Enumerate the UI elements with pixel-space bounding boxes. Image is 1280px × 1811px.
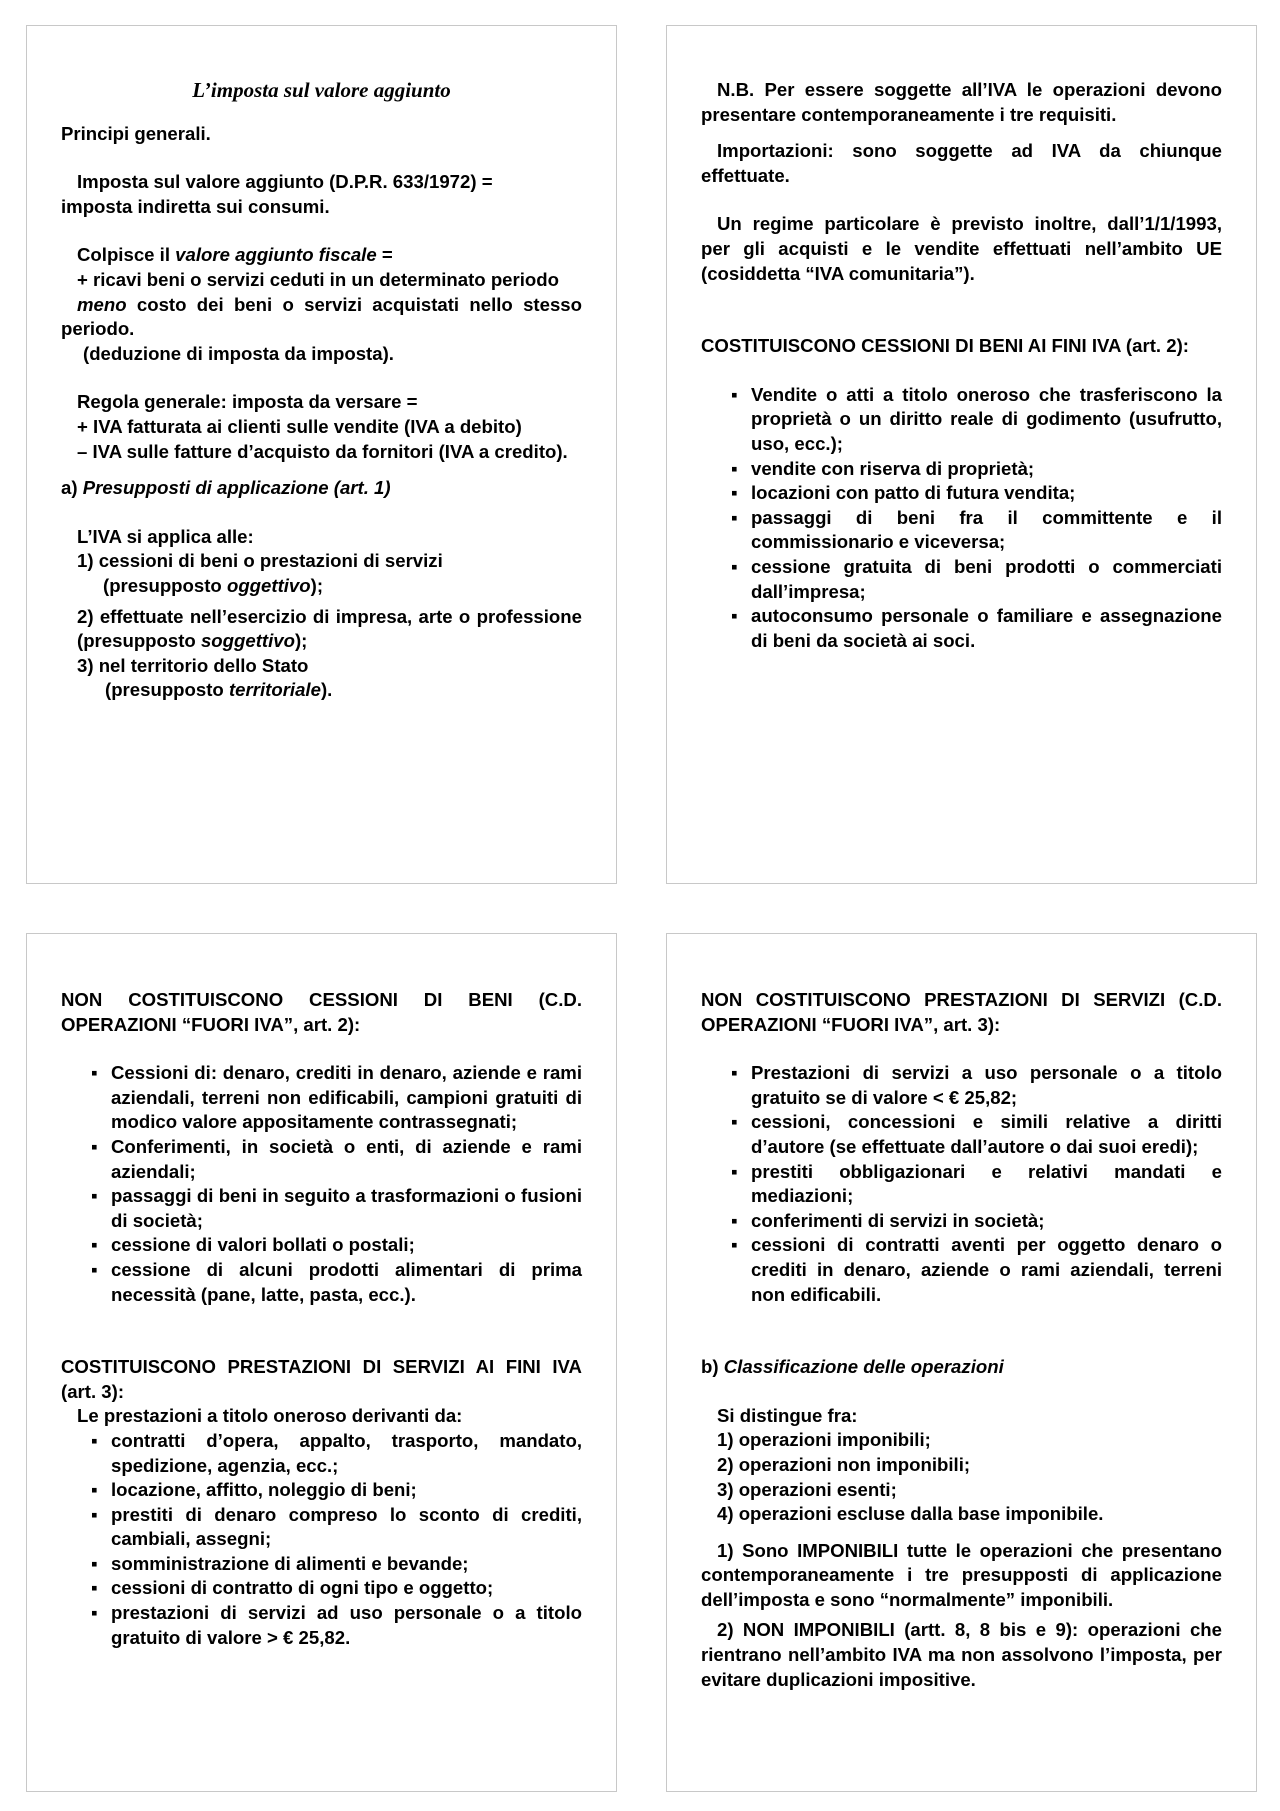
operazione-item: 4) operazioni escluse dalla base imponibile. (717, 1503, 1104, 1525)
presupposto-2 (61, 605, 582, 654)
iva-debito-line: + IVA fatturata ai clienti sulle vendite (IVA a debito) (77, 415, 522, 437)
presupposto-1: 1) cessioni di beni o prestazioni di servizi (77, 550, 443, 572)
presupposti-em: Presupposti di applicazione (art. 1) (82, 477, 391, 499)
imposta-def-1: Imposta sul valore aggiunto (D.P.R. 633/1972) = (77, 171, 493, 193)
list-item: ▪ prestazioni di servizi ad uso personale o a titolo gratuito di valore > € 25,82. (77, 1601, 582, 1650)
meno-em: meno (77, 293, 127, 315)
list-item: ▪ cessioni di contratto di ogni tipo e oggetto; (77, 1576, 582, 1601)
operazione-item: 3) operazioni esenti; (717, 1478, 897, 1500)
list-item: ▪ prestiti obbligazionari e relativi mandati e mediazioni; (717, 1160, 1222, 1209)
list-item: ▪ cessione di valori bollati o postali; (77, 1233, 582, 1258)
list-item: ▪ passaggi di beni fra il committente e il commissionario e viceversa; (717, 506, 1222, 555)
cessioni-list (701, 383, 1222, 654)
liva-line: L’IVA si applica alle: (77, 525, 254, 547)
presupposto-3: 3) nel territorio dello Stato (77, 654, 309, 676)
iva-credito-line: – IVA sulle fatture d’acquisto da fornitori (IVA a credito). (77, 440, 568, 462)
prestazioni-heading: COSTITUISCONO PRESTAZIONI DI SERVIZI AI FINI IVA (art. 3): (61, 1356, 582, 1402)
non-imponibili-paragraph: 2) NON IMPONIBILI (artt. 8, 8 bis e 9): operazioni che rientrano nell’ambito IVA ma non assolvono l’imposta, per evitare duplicazioni impositive. (701, 1619, 1222, 1690)
slide-1 (26, 25, 617, 884)
list-item: ▪ cessione di alcuni prodotti alimentari di prima necessità (pane, latte, pasta, ecc.). (77, 1258, 582, 1307)
slide-3-content (61, 988, 582, 1650)
prestazioni-list (61, 1429, 582, 1650)
p1b-em: oggettivo (226, 574, 311, 596)
list-item: ▪ passaggi di beni in seguito a trasformazioni o fusioni di società; (77, 1184, 582, 1233)
imposta-def-2: imposta indiretta sui consumi. (61, 195, 330, 217)
slide-4 (666, 933, 1257, 1792)
p2-text: 2) effettuate nell’esercizio di impresa, arte o professione (presupposto (77, 605, 582, 652)
importazioni-paragraph: Importazioni: sono soggette ad IVA da chiunque effettuate. (701, 140, 1222, 186)
list-item: ▪ cessioni, concessioni e simili relative a diritti d’autore (se effettuate dall’autore o dai suoi eredi); (717, 1110, 1222, 1159)
operazione-item: 1) operazioni imponibili; (717, 1429, 931, 1451)
list-item: ▪ Cessioni di: denaro, crediti in denaro, aziende e rami aziendali, terreni non edificabili, campioni gratuiti di modico valore appositamente contrassegnati; (77, 1061, 582, 1135)
slide-2-content (701, 78, 1222, 653)
presupposti-heading (61, 476, 582, 501)
list-item: ▪ locazioni con patto di futura vendita; (717, 481, 1222, 506)
non-prestazioni-list (701, 1061, 1222, 1307)
colpisce-line (61, 243, 582, 268)
regime-paragraph: Un regime particolare è previsto inoltre, dall’1/1/1993, per gli acquisti e le vendite effettuati nell’ambito UE (cosiddetta “IVA comunitaria”). (701, 213, 1222, 284)
presupposti-pre: a) (61, 477, 83, 499)
cessioni-heading: COSTITUISCONO CESSIONI DI BENI AI FINI IVA (art. 2): (701, 335, 1189, 357)
list-item: ▪ locazione, affitto, noleggio di beni; (77, 1478, 582, 1503)
regola-line: Regola generale: imposta da versare = (77, 391, 418, 413)
class-em: Classificazione delle operazioni (723, 1356, 1004, 1378)
p3b-pre: (presupposto (105, 679, 229, 701)
list-item: ▪ conferimenti di servizi in società; (717, 1209, 1222, 1234)
non-cessioni-list (61, 1061, 582, 1307)
classificazione-heading (701, 1355, 1222, 1380)
list-item: ▪ cessione gratuita di beni prodotti o commerciati dall’impresa; (717, 555, 1222, 604)
list-item: ▪ cessioni di contratti aventi per oggetto denaro o crediti in denaro, aziende o rami aziendali, terreni non edificabili. (717, 1233, 1222, 1307)
p1b-pre: (presupposto (103, 574, 227, 596)
colpisce-pre: Colpisce il (77, 244, 176, 266)
meno-text: costo dei beni o servizi acquistati nello stesso periodo. (61, 293, 582, 340)
nb-paragraph: N.B. Per essere soggette all’IVA le operazioni devono presentare contemporaneamente i tre requisiti. (701, 79, 1222, 125)
slide-4-content (701, 988, 1222, 1692)
slide-1-content (61, 78, 582, 703)
prestazioni-intro: Le prestazioni a titolo oneroso derivanti da: (77, 1405, 463, 1427)
p1b-post: ); (310, 574, 324, 596)
p3b-em: territoriale (228, 679, 321, 701)
si-distingue: Si distingue fra: (717, 1404, 858, 1426)
slide-title: L’imposta sul valore aggiunto (192, 78, 451, 102)
list-item: ▪ autoconsumo personale o familiare e assegnazione di beni da società ai soci. (717, 604, 1222, 653)
principi-heading: Principi generali. (61, 122, 211, 144)
meno-line (61, 293, 582, 342)
operazione-item: 2) operazioni non imponibili; (717, 1453, 971, 1475)
p2-post: ); (294, 630, 308, 652)
ricavi-line: + ricavi beni o servizi ceduti in un determinato periodo (77, 268, 559, 290)
list-item: ▪ prestiti di denaro compreso lo sconto di crediti, cambiali, assegni; (77, 1503, 582, 1552)
non-prestazioni-heading: NON COSTITUISCONO PRESTAZIONI DI SERVIZI (C.D. OPERAZIONI “FUORI IVA”, art. 3): (701, 989, 1222, 1035)
colpisce-em: valore aggiunto fiscale (175, 244, 377, 266)
deduzione-line: (deduzione di imposta da imposta). (83, 342, 394, 364)
class-pre: b) (701, 1356, 724, 1378)
presupposto-1b (61, 574, 582, 599)
non-cessioni-heading: NON COSTITUISCONO CESSIONI DI BENI (C.D. OPERAZIONI “FUORI IVA”, art. 2): (61, 989, 582, 1035)
p3b-post: ). (320, 679, 333, 701)
presupposto-3b (61, 678, 582, 703)
p2-em: soggettivo (200, 630, 295, 652)
colpisce-post: = (376, 244, 393, 266)
list-item: ▪ somministrazione di alimenti e bevande; (77, 1552, 582, 1577)
list-item: ▪ Conferimenti, in società o enti, di aziende e rami aziendali; (77, 1135, 582, 1184)
list-item: ▪ Vendite o atti a titolo oneroso che trasferiscono la proprietà o un diritto reale di godimento (usufrutto, uso, ecc.); (717, 383, 1222, 457)
list-item: ▪ Prestazioni di servizi a uso personale o a titolo gratuito se di valore < € 25,82; (717, 1061, 1222, 1110)
slide-2 (666, 25, 1257, 884)
slide-3 (26, 933, 617, 1792)
list-item: ▪ vendite con riserva di proprietà; (717, 457, 1222, 482)
list-item: ▪ contratti d’opera, appalto, trasporto, mandato, spedizione, agenzia, ecc.; (77, 1429, 582, 1478)
imponibili-paragraph: 1) Sono IMPONIBILI tutte le operazioni che presentano contemporaneamente i tre presupposti di applicazione dell’imposta e sono “normalmente” imponibili. (701, 1539, 1222, 1610)
